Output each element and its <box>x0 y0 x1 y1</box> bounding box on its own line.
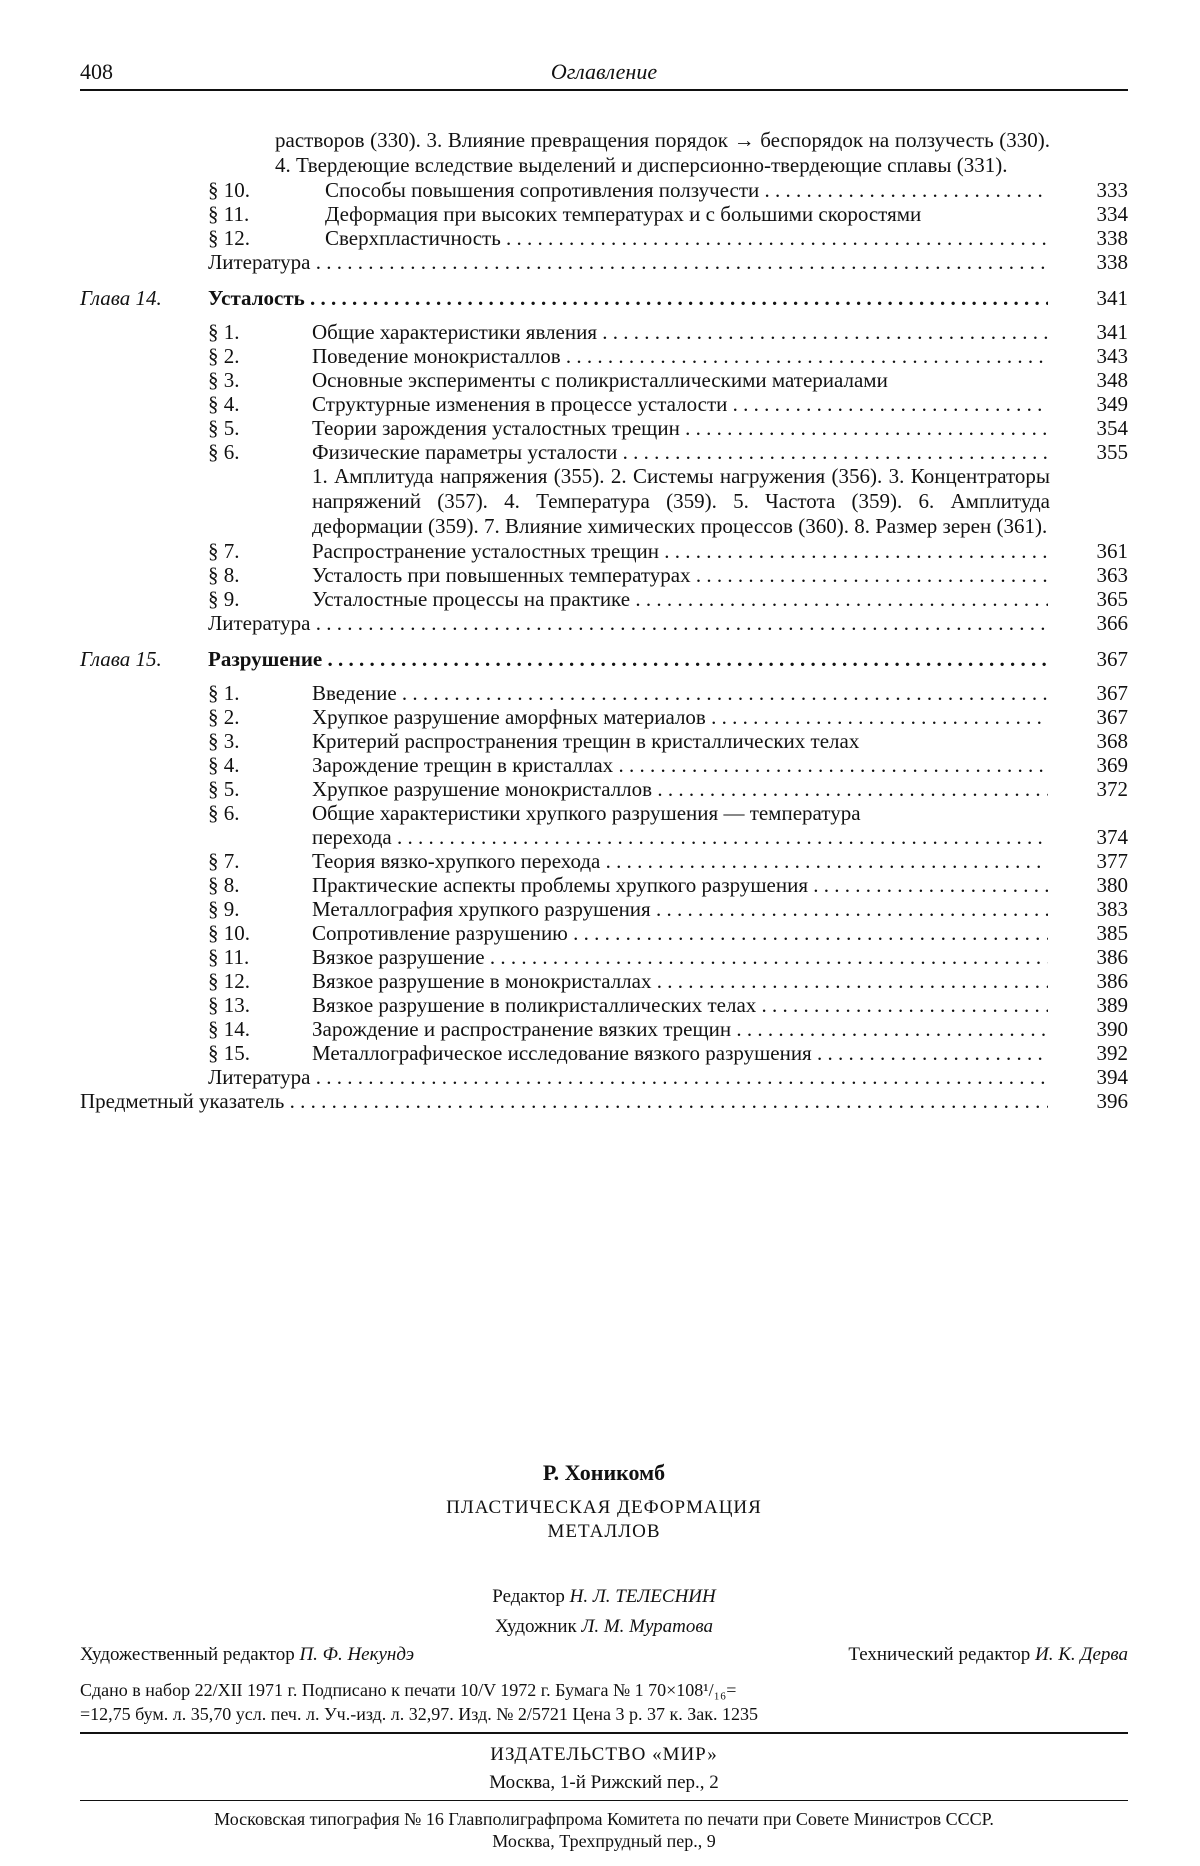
page-ref: 374 <box>1096 825 1128 849</box>
section-title: Практические аспекты проблемы хрупкого разрушения . . . <box>312 873 1048 898</box>
divider <box>80 1800 1128 1801</box>
page-ref: 349 <box>1096 392 1128 416</box>
section-number: § 2. <box>208 705 240 729</box>
section-title: Основные эксперименты с поликристаллическими материалами <box>312 368 888 392</box>
tech-editor-name: И. К. Дерва <box>1035 1644 1128 1665</box>
toc-entry <box>80 226 1128 250</box>
imprint-line: =12,75 бум. л. 35,70 усл. печ. л. Уч.-изд. л. 32,97. Изд. № 2/5721 Цена 3 р. 37 к. Зак. 1235 <box>80 1704 759 1724</box>
section-title: Распространение усталостных трещин . . . <box>312 539 1048 564</box>
page-ref: 367 <box>1096 705 1128 729</box>
toc-entry <box>80 539 1128 563</box>
page-ref: 367 <box>1096 681 1128 705</box>
literature-title: Литература . . . <box>208 611 1048 636</box>
toc-entry <box>80 729 1128 753</box>
page-ref: 396 <box>1096 1089 1128 1113</box>
section-title: Введение . . . <box>312 681 1048 706</box>
publisher-address: Москва, 1-й Рижский пер., 2 <box>489 1772 719 1793</box>
section-title: Деформация при высоких температурах и с большими скоростями <box>325 202 922 226</box>
section-number: § 12. <box>208 969 250 993</box>
printer-line: Москва, Трехпрудный пер., 9 <box>492 1831 716 1851</box>
page-ref: 380 <box>1096 873 1128 897</box>
section-number: § 5. <box>208 777 240 801</box>
section-number: § 11. <box>208 202 250 226</box>
toc-entry <box>80 368 1128 392</box>
page-ref: 390 <box>1096 1017 1128 1041</box>
page-ref: 341 <box>1096 286 1128 310</box>
page-ref: 369 <box>1096 753 1128 777</box>
artist-name: Л. М. Муратова <box>581 1616 714 1637</box>
section-title: Хрупкое разрушение монокристаллов . . . <box>312 777 1048 802</box>
section-title: Способы повышения сопротивления ползучести . . . <box>325 178 1048 203</box>
page-ref: 383 <box>1096 897 1128 921</box>
toc-entry <box>80 921 1128 945</box>
section-title: Вязкое разрушение в монокристаллах . . . <box>312 969 1048 994</box>
section-number: § 8. <box>208 563 240 587</box>
section-number: § 14. <box>208 1017 250 1041</box>
section-title: Критерий распространения трещин в кристаллических телах <box>312 729 860 753</box>
toc-entry <box>80 1017 1128 1041</box>
page-ref: 355 <box>1096 440 1128 464</box>
literature-title: Литература . . . <box>208 1065 1048 1090</box>
artist-credit <box>80 1614 1128 1639</box>
toc-entry <box>80 587 1128 611</box>
page-ref: 334 <box>1096 202 1128 226</box>
editor-credit <box>80 1584 1128 1609</box>
page-ref: 386 <box>1096 945 1128 969</box>
section-number: § 1. <box>208 681 240 705</box>
book-title-line: МЕТАЛЛОВ <box>547 1521 661 1542</box>
section-title: Физические параметры усталости . . . <box>312 440 1048 465</box>
page-ref: 333 <box>1096 178 1128 202</box>
section-title: Усталость при повышенных температурах . . . <box>312 563 1048 588</box>
section-number: § 7. <box>208 539 240 563</box>
toc-entry <box>80 993 1128 1017</box>
literature-title: Литература . . . <box>208 250 1048 275</box>
toc-entry <box>80 202 1128 226</box>
page-header <box>80 55 1128 91</box>
toc-literature <box>80 250 1128 274</box>
section-number: § 13. <box>208 993 250 1017</box>
section-title: Общие характеристики хрупкого разрушения — температура <box>312 801 861 825</box>
toc-entry-continuation <box>80 825 1128 849</box>
page-ref: 341 <box>1096 320 1128 344</box>
divider <box>80 1732 1128 1734</box>
toc-entry <box>80 1041 1128 1065</box>
page-ref: 368 <box>1096 729 1128 753</box>
page-ref: 372 <box>1096 777 1128 801</box>
section-number: § 9. <box>208 587 240 611</box>
toc-entry <box>80 849 1128 873</box>
toc-entry <box>80 563 1128 587</box>
toc-entry <box>80 440 1128 464</box>
page-ref: 363 <box>1096 563 1128 587</box>
page-ref: 338 <box>1096 226 1128 250</box>
toc-chapter-14 <box>80 286 1128 310</box>
section-number: § 4. <box>208 392 240 416</box>
printer-line: Московская типография № 16 Главполиграфпрома Комитета по печати при Совете Министров СССР. <box>214 1809 994 1829</box>
section-title: Структурные изменения в процессе усталости . . . <box>312 392 1048 417</box>
section-number: § 15. <box>208 1041 250 1065</box>
page-ref: 386 <box>1096 969 1128 993</box>
section-title: Поведение монокристаллов . . . <box>312 344 1048 369</box>
chapter-label: Глава 15. <box>80 647 162 671</box>
section-number: § 8. <box>208 873 240 897</box>
section-number: § 11. <box>208 945 250 969</box>
page-ref: 389 <box>1096 993 1128 1017</box>
print-imprint <box>80 1678 1128 1726</box>
page-ref: 367 <box>1096 647 1128 671</box>
section-number: § 1. <box>208 320 240 344</box>
section-number: § 10. <box>208 921 250 945</box>
toc-chapter-15 <box>80 647 1128 671</box>
section-title: Хрупкое разрушение аморфных материалов . . . <box>312 705 1048 730</box>
section-title: Зарождение и распространение вязких трещин . . . <box>312 1017 1048 1042</box>
toc-entry <box>80 178 1128 202</box>
page-ref: 394 <box>1096 1065 1128 1089</box>
section-number: § 6. <box>208 440 240 464</box>
toc-literature <box>80 611 1128 635</box>
editor-label: Редактор <box>492 1586 565 1607</box>
imprint-line: Сдано в набор 22/XII 1971 г. Подписано к печати 10/V 1972 г. Бумага № 1 70×108¹/₁₆= <box>80 1680 737 1700</box>
section-number: § 4. <box>208 753 240 777</box>
section-title: Сверхпластичность . . . <box>325 226 1048 251</box>
section-title: Теория вязко-хрупкого перехода . . . <box>312 849 1048 874</box>
section-number: § 12. <box>208 226 250 250</box>
section-number: § 6. <box>208 801 240 825</box>
author-name: Р. Хоникомб <box>542 1460 666 1485</box>
page-ref: 392 <box>1096 1041 1128 1065</box>
page-ref: 377 <box>1096 849 1128 873</box>
page-ref: 365 <box>1096 587 1128 611</box>
table-of-contents <box>80 128 1128 1113</box>
toc-entry <box>80 777 1128 801</box>
toc-entry <box>80 705 1128 729</box>
page-ref: 385 <box>1096 921 1128 945</box>
artist-label: Художник <box>494 1616 577 1637</box>
art-editor-label: Художественный редактор <box>80 1644 295 1665</box>
section-title: Зарождение трещин в кристаллах . . . <box>312 753 1048 778</box>
section-title: Вязкое разрушение . . . <box>312 945 1048 970</box>
section-title: Сопротивление разрушению . . . <box>312 921 1048 946</box>
section-number: § 10. <box>208 178 250 202</box>
section-title: Металлографическое исследование вязкого разрушения . . . <box>312 1041 1048 1066</box>
toc-entry <box>80 801 1128 825</box>
section-number: § 9. <box>208 897 240 921</box>
book-title <box>80 1496 1128 1544</box>
tech-editor-credit <box>848 1642 1128 1667</box>
tech-editor-label: Технический редактор <box>848 1644 1031 1665</box>
toc-entry <box>80 681 1128 705</box>
running-title: Оглавление <box>550 59 658 84</box>
section-number: § 3. <box>208 729 240 753</box>
page-ref: 366 <box>1096 611 1128 635</box>
section-title: Вязкое разрушение в поликристаллических телах . . . <box>312 993 1048 1018</box>
printer-info <box>80 1808 1128 1852</box>
toc-entry <box>80 344 1128 368</box>
section-number: § 2. <box>208 344 240 368</box>
toc-literature <box>80 1065 1128 1089</box>
page-ref: 361 <box>1096 539 1128 563</box>
toc-entry <box>80 416 1128 440</box>
section-title: перехода . . . <box>312 825 1048 850</box>
toc-entry <box>80 873 1128 897</box>
page-ref: 343 <box>1096 344 1128 368</box>
section-number: § 7. <box>208 849 240 873</box>
art-editor-name: П. Ф. Некундэ <box>299 1644 415 1665</box>
toc-entry <box>80 945 1128 969</box>
page-ref: 354 <box>1096 416 1128 440</box>
section-title: Общие характеристики явления . . . <box>312 320 1048 345</box>
toc-subitems-paragraph: 1. Амплитуда напряжения (355). 2. Системы нагружения (356). 3. Концентраторы напряжений (357). 4. Температура (359). 5. Частота (359). 6. Амплитуда деформации (359). 7. Влияние химических процессов (360). 8. Размер зерен (361). <box>312 464 1050 538</box>
toc-entry <box>80 969 1128 993</box>
section-title: Усталостные процессы на практике . . . <box>312 587 1048 612</box>
publisher-name: ИЗДАТЕЛЬСТВО «МИР» <box>490 1744 718 1765</box>
chapter-title: Усталость . . . <box>208 286 1048 311</box>
toc-entry <box>80 897 1128 921</box>
art-editor-credit <box>80 1642 414 1667</box>
section-number: § 3. <box>208 368 240 392</box>
page-ref: 348 <box>1096 368 1128 392</box>
section-number: § 5. <box>208 416 240 440</box>
toc-entry <box>80 392 1128 416</box>
section-title: Металлография хрупкого разрушения . . . <box>312 897 1048 922</box>
chapter-label: Глава 14. <box>80 286 162 310</box>
page-ref: 338 <box>1096 250 1128 274</box>
chapter-title: Разрушение . . . <box>208 647 1048 672</box>
section-title: Теории зарождения усталостных трещин . . . <box>312 416 1048 441</box>
toc-continuation-paragraph: растворов (330). 3. Влияние превращения порядок → беспорядок на ползучесть (330). 4. Твердеющие вследствие выделений и дисперсионно-твердеющие сплавы (331). <box>275 128 1050 177</box>
toc-entry <box>80 753 1128 777</box>
editor-name: Н. Л. ТЕЛЕСНИН <box>569 1586 716 1607</box>
toc-entry <box>80 320 1128 344</box>
editors-row <box>80 1642 1128 1668</box>
toc-subject-index <box>80 1089 1128 1113</box>
index-title: Предметный указатель . . . <box>80 1089 1048 1114</box>
book-title-line: ПЛАСТИЧЕСКАЯ ДЕФОРМАЦИЯ <box>446 1497 762 1518</box>
page-number: 408 <box>80 59 113 84</box>
